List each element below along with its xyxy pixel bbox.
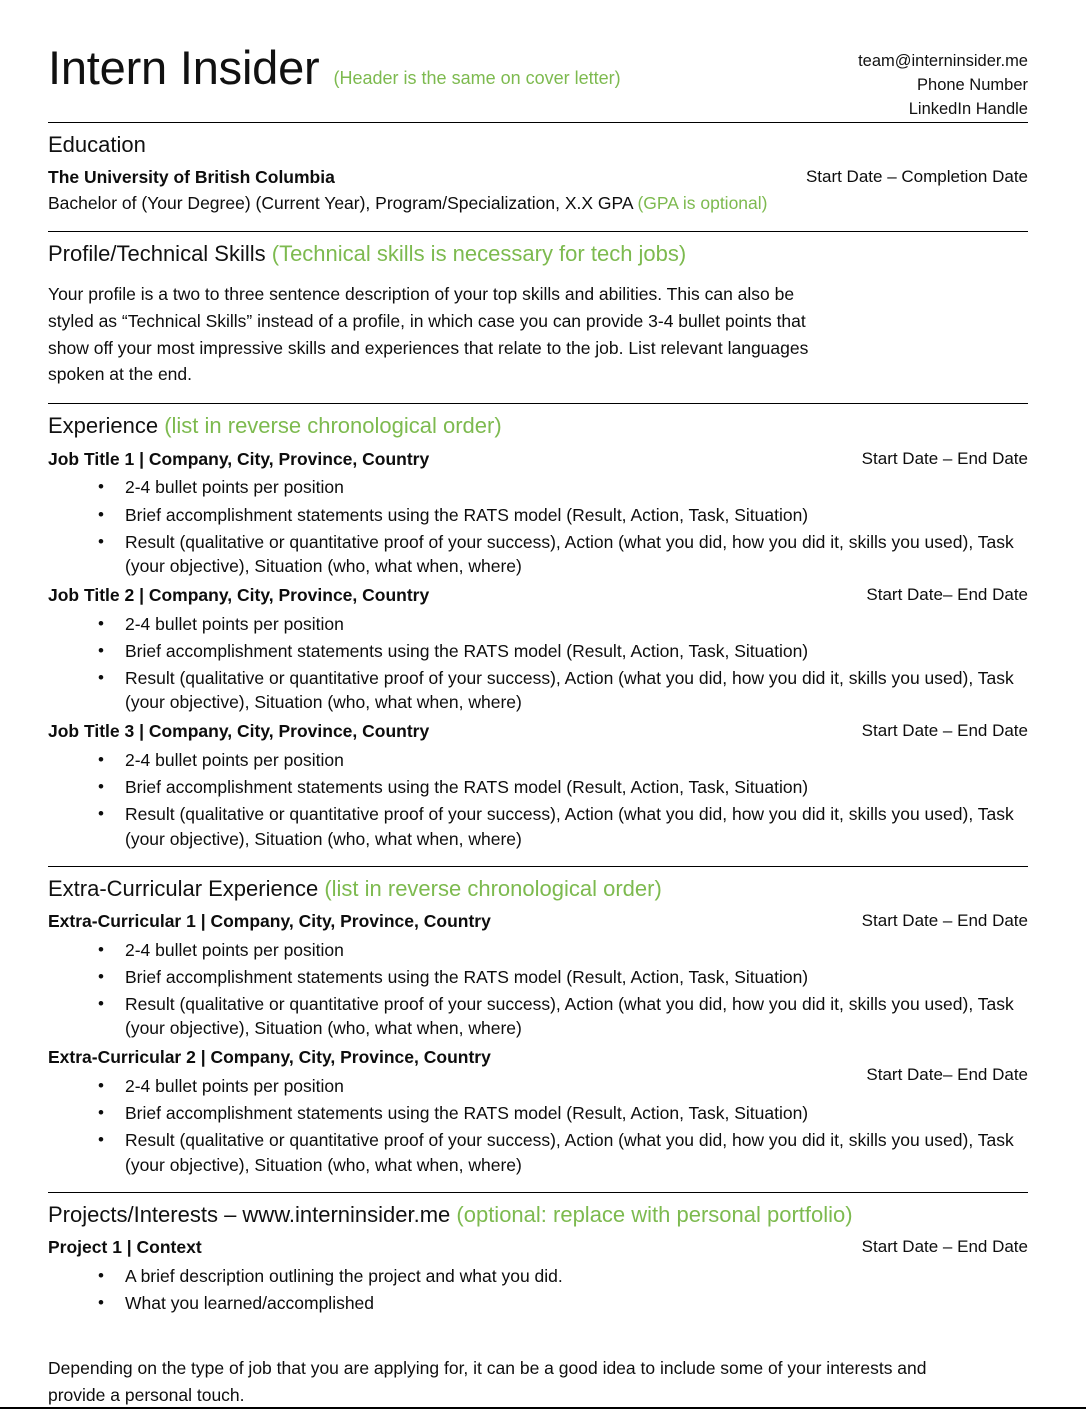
contact-linkedin: LinkedIn Handle <box>908 99 1028 118</box>
extracurricular-heading-hint: (list in reverse chronological order) <box>324 875 662 901</box>
contact-email: team@interninsider.me <box>858 52 1028 70</box>
entry-bullets <box>48 935 1028 1041</box>
list-item: • Brief accomplishment statements using the RATS model (Result, Action, Task, Situation) <box>48 636 1028 663</box>
entry-bullets <box>48 1071 1028 1177</box>
entry-title: Job Title 2 | Company, City, Province, Country <box>48 585 430 606</box>
experience-heading-hint: (list in reverse chronological order) <box>164 413 502 439</box>
experience-heading-text: Experience <box>48 413 165 439</box>
page-bottom-rule <box>0 1407 1086 1409</box>
entry-date: Start Date – End Date <box>861 448 1028 468</box>
entry-title: Job Title 3 | Company, City, Province, Country <box>48 721 430 742</box>
list-item: • Result (qualitative or quantitative proof of your success), Action (what you did, how you did it, skills you used), Task (your objective), Situation (who, what when, where) <box>48 663 1028 714</box>
education-entry-row <box>48 160 1028 189</box>
brand-title: Intern Insider <box>48 41 320 94</box>
list-item: • 2-4 bullet points per position <box>48 935 1028 962</box>
projects-heading-text: Projects/Interests – www.interninsider.me <box>48 1201 457 1227</box>
entry-header-row <box>48 714 1028 743</box>
projects-heading <box>48 1193 1028 1231</box>
profile-heading-text: Profile/Technical Skills <box>48 240 272 266</box>
entry-header-row <box>48 578 1028 607</box>
entry-date: Start Date – End Date <box>861 721 1028 741</box>
profile-heading <box>48 232 1028 270</box>
list-item: • Brief accomplishment statements using the RATS model (Result, Action, Task, Situation) <box>48 500 1028 527</box>
entry-title: Job Title 1 | Company, City, Province, Country <box>48 448 430 469</box>
experience-heading <box>48 404 1028 442</box>
list-item: • Brief accomplishment statements using the RATS model (Result, Action, Task, Situation) <box>48 772 1028 799</box>
entry-date: Start Date – End Date <box>861 1237 1028 1257</box>
entry-title: Extra-Curricular 2 | Company, City, Province, Country <box>48 1047 491 1068</box>
entry-header-row <box>48 1040 1028 1085</box>
list-item: • Result (qualitative or quantitative proof of your success), Action (what you did, how you did it, skills you used), Task (your objective), Situation (who, what when, where) <box>48 989 1028 1040</box>
list-item: • What you learned/accomplished <box>48 1288 1028 1315</box>
entry-bullets <box>48 745 1028 851</box>
list-item: • Result (qualitative or quantitative proof of your success), Action (what you did, how you did it, skills you used), Task (your objective), Situation (who, what when, where) <box>48 799 1028 850</box>
education-degree-line <box>48 189 1028 216</box>
list-item: • 2-4 bullet points per position <box>48 745 1028 772</box>
entry-title: Project 1 | Context <box>48 1237 202 1258</box>
entry-date: Start Date – End Date <box>861 911 1028 931</box>
profile-heading-hint: (Technical skills is necessary for tech jobs) <box>271 240 687 266</box>
experience-entry <box>48 714 1028 850</box>
extracurricular-entry <box>48 904 1028 1040</box>
education-heading: Education <box>48 131 146 157</box>
entry-date: Start Date– End Date <box>866 1065 1028 1085</box>
resume-content <box>48 0 1028 1408</box>
page-header <box>48 0 1028 122</box>
extracurricular-entry <box>48 1040 1028 1176</box>
experience-entry <box>48 578 1028 714</box>
list-item: • A brief description outlining the project and what you did. <box>48 1261 1028 1288</box>
entry-bullets <box>48 609 1028 715</box>
entry-header-row <box>48 1230 1028 1259</box>
entry-bullets <box>48 472 1028 578</box>
closing-paragraph: Depending on the type of job that you are applying for, it can be a good idea to include some of your interests and provide a personal touch. <box>48 1358 927 1405</box>
education-date: Start Date – Completion Date <box>805 167 1028 187</box>
section-extracurricular <box>48 866 1028 1183</box>
section-profile <box>48 231 1028 395</box>
contact-phone: Phone Number <box>917 75 1028 94</box>
section-projects <box>48 1192 1028 1322</box>
list-item: • Result (qualitative or quantitative proof of your success), Action (what you did, how you did it, skills you used), Task (your objective), Situation (who, what when, where) <box>48 527 1028 578</box>
entry-header-row <box>48 442 1028 471</box>
brand-block <box>48 41 858 94</box>
project-entry <box>48 1230 1028 1315</box>
contact-block <box>858 44 1028 122</box>
list-item: • Brief accomplishment statements using the RATS model (Result, Action, Task, Situation) <box>48 962 1028 989</box>
list-item: • 2-4 bullet points per position <box>48 609 1028 636</box>
entry-bullets <box>48 1261 1028 1315</box>
list-item: • 2-4 bullet points per position <box>48 1071 1028 1098</box>
section-education <box>48 122 1028 222</box>
experience-entry <box>48 442 1028 578</box>
list-item: • 2-4 bullet points per position <box>48 472 1028 499</box>
projects-heading-hint: (optional: replace with personal portfolio) <box>456 1201 853 1227</box>
list-item: • Brief accomplishment statements using the RATS model (Result, Action, Task, Situation) <box>48 1098 1028 1125</box>
profile-body: Your profile is a two to three sentence description of your top skills and abilities. This can also be styled as “Technical Skills” instead of a profile, in which case you can provide 3-4 bullet points that show off your most impressive skills and experiences that relate to the job. List relevant languages spoken at the end. <box>48 284 809 385</box>
entry-header-row <box>48 904 1028 933</box>
entry-date: Start Date– End Date <box>866 585 1028 605</box>
education-gpa-hint: (GPA is optional) <box>637 193 768 214</box>
extracurricular-heading-text: Extra-Curricular Experience <box>48 875 325 901</box>
section-experience <box>48 403 1028 856</box>
education-school: The University of British Columbia <box>48 167 335 188</box>
extracurricular-heading <box>48 867 1028 905</box>
list-item: • Result (qualitative or quantitative proof of your success), Action (what you did, how you did it, skills you used), Task (your objective), Situation (who, what when, where) <box>48 1125 1028 1176</box>
entry-title: Extra-Curricular 1 | Company, City, Province, Country <box>48 911 491 932</box>
brand-note: (Header is the same on cover letter) <box>333 68 621 88</box>
education-degree: Bachelor of (Your Degree) (Current Year), Program/Specialization, X.X GPA <box>48 193 638 214</box>
